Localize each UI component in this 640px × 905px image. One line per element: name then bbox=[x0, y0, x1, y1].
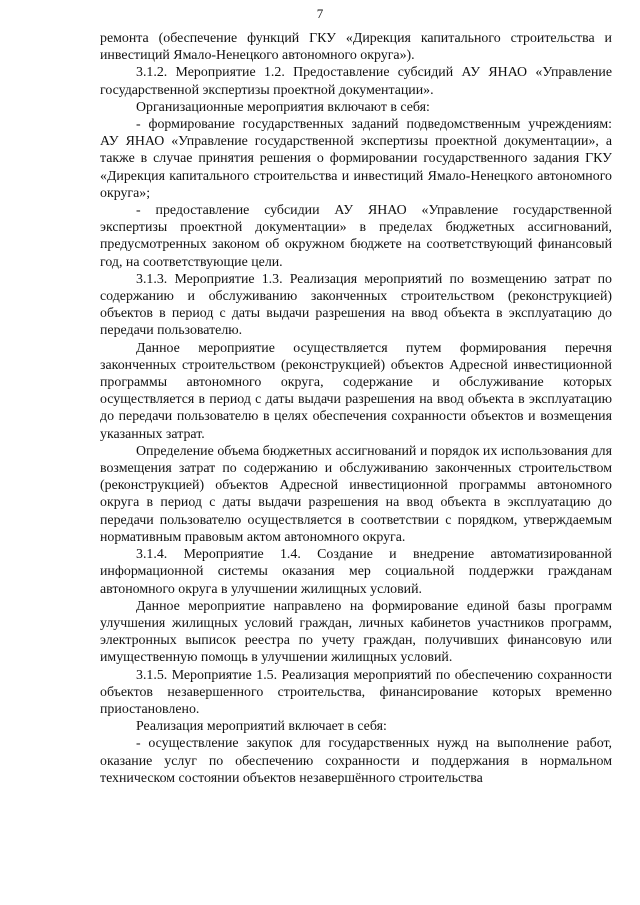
paragraph-7: Данное мероприятие осуществляется путем формирования перечня законченных строительством (реконструкцией) объектов Адресной инвестиционной программы автономного округа, содержание и обслуживание которых осуществляется в период с даты выдачи разрешения на ввод объекта в эксплуатацию до передачи пользователю в целях обеспечения сохранности объектов и возмещения указанных затрат. bbox=[100, 340, 612, 442]
paragraph-5: - предоставление субсидии АУ ЯНАО «Управление государственной экспертизы проектной документации» в пределах бюджетных ассигнований, предусмотренных законом об окружном бюджете на соответствующий финансовый год, на соответствующие цели. bbox=[100, 203, 612, 270]
paragraph-2: 3.1.2. Мероприятие 1.2. Предоставление субсидий АУ ЯНАО «Управление государственной экспертизы проектной документации». bbox=[100, 65, 612, 98]
paragraph-11: 3.1.5. Мероприятие 1.5. Реализация мероприятий по обеспечению сохранности объектов незавершенного строительства, финансирование которых временно приостановлено. bbox=[100, 667, 612, 717]
paragraph-10: Данное мероприятие направлено на формирование единой базы программ улучшения жилищных условий граждан, личных кабинетов участников программ, электронных выписок реестра по учету граждан, получивших финансовую или имущественную помощь в улучшении жилищных условий. bbox=[100, 598, 612, 666]
paragraph-4: - формирование государственных заданий подведомственным учреждениям: АУ ЯНАО «Управление государственной экспертизы проектной документации», а также в случае принятия решения о формировании государственного задания ГКУ «Дирекция капитального строительства и инвестиций Ямало-Ненецкого автономного округа»; bbox=[100, 117, 612, 201]
paragraph-12: Реализация мероприятий включает в себя: bbox=[136, 719, 387, 735]
page-number: 7 bbox=[316, 6, 324, 21]
paragraph-9: 3.1.4. Мероприятие 1.4. Создание и внедрение автоматизированной информационной системы оказания мер социальной поддержки гражданам автономного округа в улучшении жилищных условий. bbox=[100, 547, 612, 597]
paragraph-3: Организационные мероприятия включают в себя: bbox=[136, 99, 430, 115]
document-body bbox=[100, 30, 612, 787]
paragraph-8: Определение объема бюджетных ассигнований и порядок их использования для возмещения затрат по содержанию и обслуживанию законченных строительством (реконструкцией) объектов Адресной инвестиционной программы автономного округа в период с даты выдачи разрешения на ввод объекта в эксплуатацию до передачи пользователю осуществляется в соответствии с порядком, утверждаемым нормативным правовым актом автономного округа. bbox=[100, 443, 612, 545]
paragraph-1: ремонта (обеспечение функций ГКУ «Дирекция капитального строительства и инвестиций Ямало-Ненецкого автономного округа»). bbox=[100, 31, 612, 64]
paragraph-13: - осуществление закупок для государственных нужд на выполнение работ, оказание услуг по обеспечению сохранности и поддержания в нормальном техническом состоянии объектов незавершённого строительства bbox=[100, 736, 612, 786]
paragraph-6: 3.1.3. Мероприятие 1.3. Реализация мероприятий по возмещению затрат по содержанию и обслуживанию законченных строительством (реконструкцией) объектов в период с даты выдачи разрешения на ввод объекта в эксплуатацию до передачи пользователю. bbox=[100, 271, 612, 339]
